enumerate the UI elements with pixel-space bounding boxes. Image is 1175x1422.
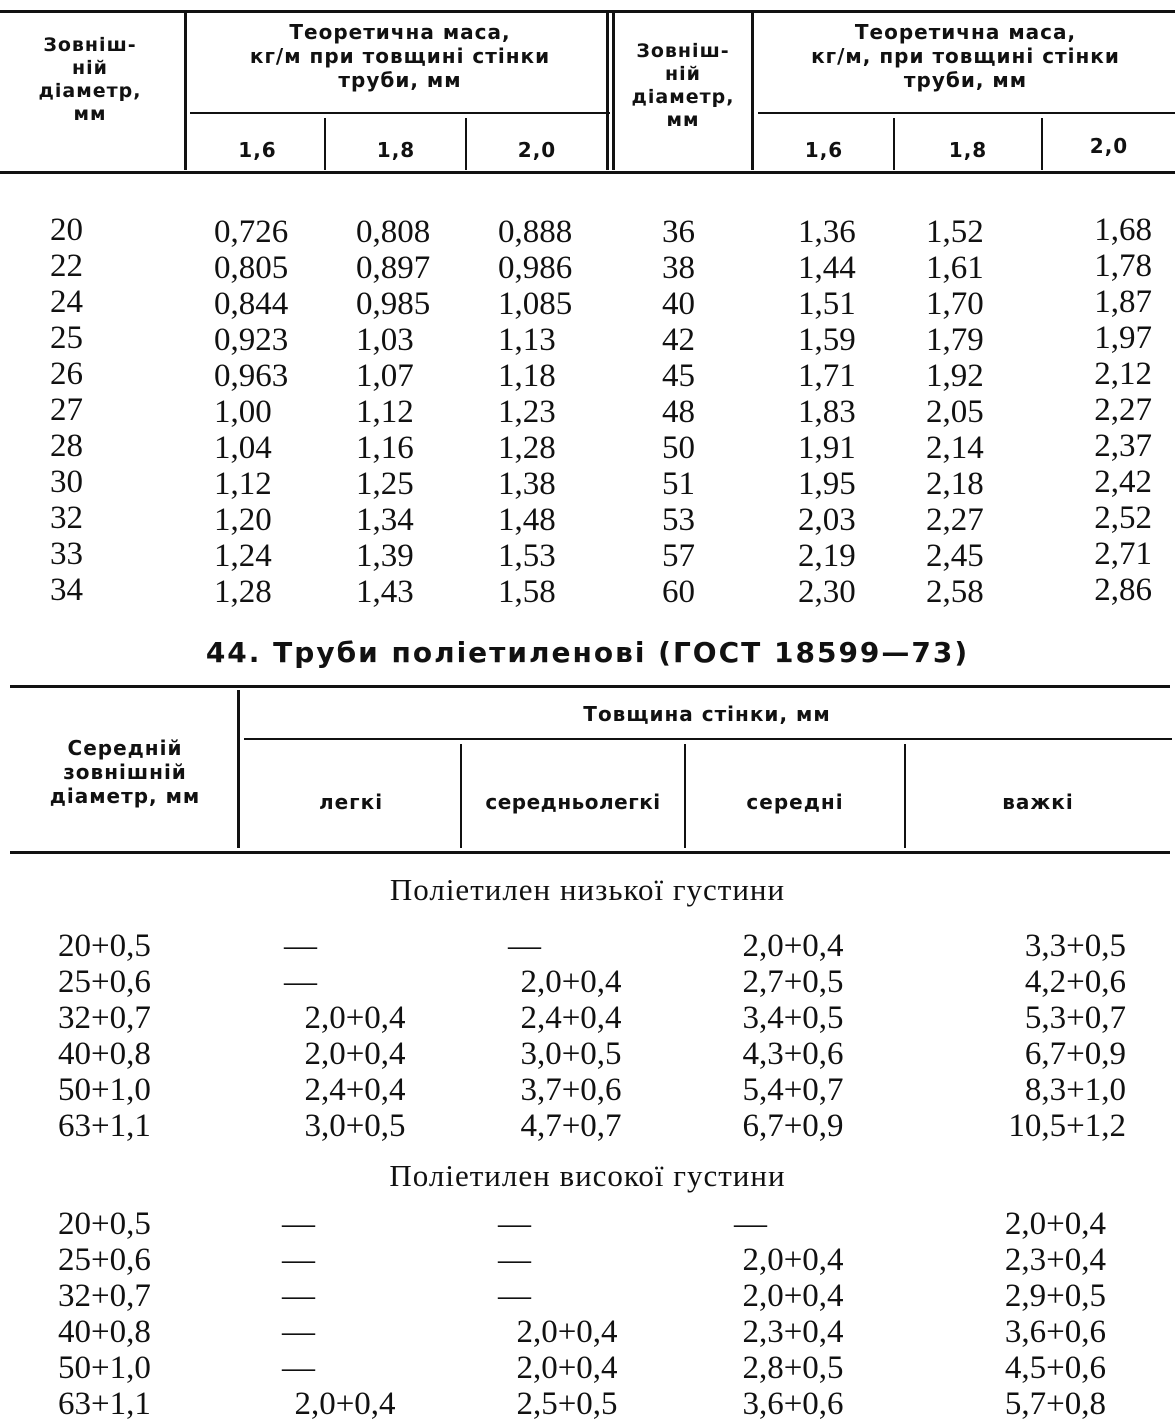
table-cell: 2,05 <box>926 394 984 430</box>
table-cell: 20+0,5 <box>58 1206 151 1242</box>
table-cell: 2,3+0,4 <box>1004 1242 1106 1278</box>
table-cell: — <box>282 1350 315 1386</box>
table-cell: 1,18 <box>498 358 556 394</box>
table-cell: 38 <box>662 250 695 286</box>
table-cell: 2,8+0,5 <box>742 1350 844 1386</box>
table-cell: 1,04 <box>214 430 272 466</box>
header-mass-group-right: Теоретична маса, кг/м, при товщині стінки труби, мм <box>811 20 1120 92</box>
table-cell: 0,963 <box>214 358 289 394</box>
table-cell: 1,87 <box>1094 284 1152 320</box>
column-hd-diameter <box>58 1206 198 1422</box>
table-cell: 2,0+0,4 <box>294 1386 396 1422</box>
table-cell: 2,58 <box>926 574 984 610</box>
subtitle-low-density: Поліетилен низької густини <box>389 872 786 907</box>
table-cell: 1,00 <box>214 394 272 430</box>
table-cell: 30 <box>50 464 83 500</box>
column-hd-light <box>240 1206 450 1422</box>
type-medium-light: середньолегкі <box>485 790 661 814</box>
table-cell: 63+1,1 <box>58 1108 151 1144</box>
table-cell: 1,24 <box>214 538 272 574</box>
header-avg-diameter: Середній зовнішній діаметр, мм <box>49 736 201 808</box>
column-ld-medium-light <box>466 928 676 1144</box>
table-cell: 1,58 <box>498 574 556 610</box>
table-cell: 3,7+0,6 <box>520 1072 622 1108</box>
table-cell: 2,18 <box>926 466 984 502</box>
table-cell: 1,59 <box>798 322 856 358</box>
table-cell: — <box>508 928 541 964</box>
table-cell: 1,38 <box>498 466 556 502</box>
header-rule <box>190 112 610 114</box>
table-cell: 1,78 <box>1094 248 1152 284</box>
table-cell: 2,4+0,4 <box>304 1072 406 1108</box>
table-cell: 2,0+0,4 <box>1004 1206 1106 1242</box>
table-cell: 2,5+0,5 <box>516 1386 618 1422</box>
table-cell: 1,61 <box>926 250 984 286</box>
table-cell: 10,5+1,2 <box>1008 1108 1126 1144</box>
table-cell: 2,52 <box>1094 500 1152 536</box>
table-cell: 1,34 <box>356 502 414 538</box>
header-mass-group-left: Теоретична маса, кг/м при товщині стінки труби, мм <box>249 20 551 92</box>
table-cell: 3,4+0,5 <box>742 1000 844 1036</box>
table-cell: 40+0,8 <box>58 1036 151 1072</box>
thickness-1-8-left: 1,8 <box>376 138 416 162</box>
table-cell: 2,0+0,4 <box>304 1000 406 1036</box>
table-cell: 1,20 <box>214 502 272 538</box>
table-cell: 1,085 <box>498 286 573 322</box>
type-light: легкі <box>318 790 384 814</box>
table-cell: 3,0+0,5 <box>520 1036 622 1072</box>
table-cell: — <box>282 1242 315 1278</box>
table-cell: 0,805 <box>214 250 289 286</box>
table-cell: 4,5+0,6 <box>1004 1350 1106 1386</box>
table-cell: 1,43 <box>356 574 414 610</box>
table-cell: 6,7+0,9 <box>1024 1036 1126 1072</box>
table-cell: — <box>498 1242 531 1278</box>
thickness-1-6-left: 1,6 <box>238 138 277 162</box>
column-t20-right <box>1060 212 1152 608</box>
column-t16-left <box>214 214 314 610</box>
table-cell: 28 <box>50 428 83 464</box>
table-cell: 8,3+1,0 <box>1024 1072 1126 1108</box>
table-cell: 1,36 <box>798 214 856 250</box>
table-cell: 2,0+0,4 <box>520 964 622 1000</box>
table-cell: — <box>284 964 317 1000</box>
thickness-1-6-right: 1,6 <box>804 138 844 162</box>
table-cell: 2,9+0,5 <box>1004 1278 1106 1314</box>
table-cell: 1,97 <box>1094 320 1152 356</box>
table-cell: 1,12 <box>214 466 272 502</box>
table-cell: 1,52 <box>926 214 984 250</box>
column-hd-heavy <box>920 1206 1106 1422</box>
table-cell: 1,12 <box>356 394 414 430</box>
table-cell: 33 <box>50 536 83 572</box>
table-cell: 1,13 <box>498 322 556 358</box>
table-cell: 25+0,6 <box>58 1242 151 1278</box>
type-medium: середні <box>746 790 844 814</box>
table-cell: 2,0+0,4 <box>516 1314 618 1350</box>
table-cell: 0,726 <box>214 214 289 250</box>
table-cell: 20 <box>50 212 83 248</box>
table-cell: 2,45 <box>926 538 984 574</box>
column-t18-right <box>926 214 1006 610</box>
table-cell: 5,7+0,8 <box>1004 1386 1106 1422</box>
table-cell: 0,923 <box>214 322 289 358</box>
table-cell: 32 <box>50 500 83 536</box>
table-cell: 1,23 <box>498 394 556 430</box>
header-outer-diameter-left: Зовніш- ній діаметр, мм <box>38 34 142 125</box>
column-ld-medium <box>688 928 898 1144</box>
table-cell: 40 <box>662 286 695 322</box>
table-cell: 2,4+0,4 <box>520 1000 622 1036</box>
table-cell: 2,12 <box>1094 356 1152 392</box>
table-cell: 51 <box>662 466 695 502</box>
table-cell: 2,0+0,4 <box>742 928 844 964</box>
table-cell: 1,44 <box>798 250 856 286</box>
table-cell: 4,3+0,6 <box>742 1036 844 1072</box>
table-cell: 27 <box>50 392 83 428</box>
table-cell: 1,95 <box>798 466 856 502</box>
thickness-1-8-right: 1,8 <box>948 138 988 162</box>
thickness-2-0-right: 2,0 <box>1089 134 1129 158</box>
table-cell: 1,53 <box>498 538 556 574</box>
table-cell: 0,986 <box>498 250 573 286</box>
table-cell: 1,28 <box>498 430 556 466</box>
table-cell: 34 <box>50 572 83 608</box>
table-cell: — <box>284 928 317 964</box>
table-cell: — <box>282 1314 315 1350</box>
table-cell: 32+0,7 <box>58 1278 151 1314</box>
column-diameter-left <box>50 212 110 608</box>
table-cell: 1,48 <box>498 502 556 538</box>
table-cell: 48 <box>662 394 695 430</box>
header-outer-diameter-right: Зовніш- ній діаметр, мм <box>631 40 735 131</box>
double-divider <box>606 12 609 170</box>
table-cell: 3,6+0,6 <box>742 1386 844 1422</box>
table-cell: 2,37 <box>1094 428 1152 464</box>
table-cell: 5,4+0,7 <box>742 1072 844 1108</box>
table-cell: 2,0+0,4 <box>742 1278 844 1314</box>
table-cell: 0,808 <box>356 214 431 250</box>
table-cell: 32+0,7 <box>58 1000 151 1036</box>
table-cell: 50+1,0 <box>58 1350 151 1386</box>
table-cell: 25 <box>50 320 83 356</box>
table-44-title: 44. Труби поліетиленові (ГОСТ 18599—73) <box>205 636 970 669</box>
table-cell: 3,6+0,6 <box>1004 1314 1106 1350</box>
table-cell: 1,70 <box>926 286 984 322</box>
table-cell: 1,28 <box>214 574 272 610</box>
table-cell: 1,68 <box>1094 212 1152 248</box>
table-cell: 2,14 <box>926 430 984 466</box>
table-cell: — <box>498 1206 531 1242</box>
table-cell: 2,19 <box>798 538 856 574</box>
table-cell: 1,25 <box>356 466 414 502</box>
table-cell: 1,03 <box>356 322 414 358</box>
table-cell: 4,2+0,6 <box>1024 964 1126 1000</box>
table-cell: — <box>282 1278 315 1314</box>
table-cell: 0,985 <box>356 286 431 322</box>
table-cell: 1,91 <box>798 430 856 466</box>
header-bottom-rule <box>0 171 1175 174</box>
table-cell: 1,92 <box>926 358 984 394</box>
header-bottom-rule <box>10 851 1170 854</box>
table-cell: 0,844 <box>214 286 289 322</box>
table-cell: 2,30 <box>798 574 856 610</box>
table-cell: 1,83 <box>798 394 856 430</box>
column-hd-medium-light <box>462 1206 672 1422</box>
table-cell: 0,888 <box>498 214 573 250</box>
table-cell: 45 <box>662 358 695 394</box>
table-cell: 1,07 <box>356 358 414 394</box>
table-cell: 22 <box>50 248 83 284</box>
table-cell: 40+0,8 <box>58 1314 151 1350</box>
table-cell: 42 <box>662 322 695 358</box>
table-cell: 2,86 <box>1094 572 1152 608</box>
table-cell: 1,16 <box>356 430 414 466</box>
table-44-top-rule <box>10 685 1170 688</box>
header-rule <box>244 738 1172 740</box>
table-cell: 60 <box>662 574 695 610</box>
column-t16-right <box>798 214 878 610</box>
column-diameter-right <box>662 214 722 610</box>
table-cell: 1,39 <box>356 538 414 574</box>
table-cell: 2,7+0,5 <box>742 964 844 1000</box>
table-cell: 20+0,5 <box>58 928 151 964</box>
table-cell: 3,0+0,5 <box>304 1108 406 1144</box>
column-ld-light <box>250 928 460 1144</box>
header-wall-thickness: Товщина стінки, мм <box>583 702 831 726</box>
subtitle-high-density: Поліетилен високої густини <box>389 1158 786 1193</box>
table-cell: 1,71 <box>798 358 856 394</box>
table-cell: 50 <box>662 430 695 466</box>
column-t20-left <box>498 214 598 610</box>
table-cell: 5,3+0,7 <box>1024 1000 1126 1036</box>
table-cell: 2,27 <box>926 502 984 538</box>
table-cell: — <box>498 1278 531 1314</box>
divider <box>184 12 187 170</box>
table-cell: 2,42 <box>1094 464 1152 500</box>
table-cell: 1,51 <box>798 286 856 322</box>
table-cell: 2,03 <box>798 502 856 538</box>
table-cell: 53 <box>662 502 695 538</box>
header-rule <box>758 112 1175 114</box>
table-cell: 2,0+0,4 <box>304 1036 406 1072</box>
table-cell: 24 <box>50 284 83 320</box>
divider <box>751 12 754 170</box>
table-cell: 50+1,0 <box>58 1072 151 1108</box>
table-cell: 6,7+0,9 <box>742 1108 844 1144</box>
table-cell: 4,7+0,7 <box>520 1108 622 1144</box>
divider <box>237 690 240 848</box>
double-divider <box>612 12 615 170</box>
column-ld-diameter <box>58 928 198 1144</box>
table-cell: 26 <box>50 356 83 392</box>
table-cell: 2,27 <box>1094 392 1152 428</box>
table-cell: 2,0+0,4 <box>742 1242 844 1278</box>
table-cell: 2,3+0,4 <box>742 1314 844 1350</box>
table-cell: 2,71 <box>1094 536 1152 572</box>
type-heavy: важкі <box>1002 790 1074 814</box>
table-cell: 57 <box>662 538 695 574</box>
column-ld-heavy <box>930 928 1126 1144</box>
top-rule <box>0 10 1175 13</box>
table-cell: 1,79 <box>926 322 984 358</box>
table-cell: 3,3+0,5 <box>1024 928 1126 964</box>
table-cell: 63+1,1 <box>58 1386 151 1422</box>
column-hd-medium <box>688 1206 898 1422</box>
column-t18-left <box>356 214 456 610</box>
table-cell: — <box>734 1206 767 1242</box>
table-cell: 0,897 <box>356 250 431 286</box>
table-cell: 36 <box>662 214 695 250</box>
table-cell: — <box>282 1206 315 1242</box>
table-cell: 25+0,6 <box>58 964 151 1000</box>
thickness-2-0-left: 2,0 <box>517 138 557 162</box>
table-cell: 2,0+0,4 <box>516 1350 618 1386</box>
